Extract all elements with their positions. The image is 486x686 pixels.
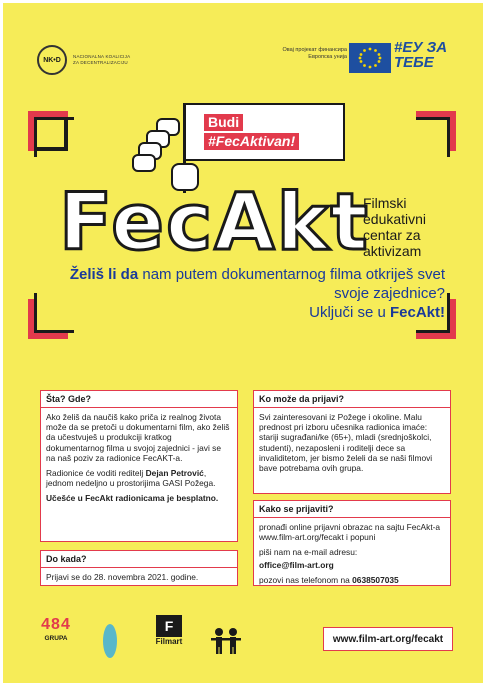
box-do-kada-title: Do kada? bbox=[41, 551, 237, 568]
flag-text-budi: Budi bbox=[204, 114, 243, 131]
pitch-lead: Želiš li da bbox=[69, 266, 139, 283]
grupa-label: GRUPA bbox=[44, 635, 68, 642]
pitch-rest: nam putem dokumentarnog filma otkriješ svet svoje zajednice? bbox=[138, 266, 445, 302]
box-sta-gde-body bbox=[41, 408, 237, 513]
box-kako-body bbox=[254, 518, 450, 594]
flag-banner bbox=[183, 103, 345, 161]
pitch-cta-brand: FecAkt! bbox=[389, 304, 445, 321]
flag-text-hashtag: #FecAktivan! bbox=[204, 133, 299, 150]
email-address[interactable]: office@film-art.org bbox=[259, 559, 334, 570]
nkd-name: NACIONALNA KOALICIJA ZA DECENTRALIZACIJU bbox=[73, 54, 131, 65]
box-sta-gde-p2 bbox=[46, 468, 232, 488]
nkd-logo: NK•D bbox=[37, 45, 67, 75]
filmart-mark-icon: F bbox=[156, 615, 182, 637]
director-name: Dejan Petrović bbox=[145, 468, 204, 479]
box-do-kada-body: Prijavi se do 28. novembra 2021. godine. bbox=[46, 572, 199, 582]
box-ko-moze-title: Ko može da prijavi? bbox=[254, 391, 450, 408]
children-icon bbox=[211, 615, 241, 667]
p2-c: , jednom nedeljno u prostorijima GASI Požega. bbox=[46, 468, 216, 489]
page-title: FecAkt bbox=[59, 178, 370, 268]
box-sta-gde-p3: Učešće u FecAkt radionicama je besplatno. bbox=[46, 493, 219, 504]
filmart-logo bbox=[149, 615, 189, 667]
zelena-logo bbox=[97, 615, 125, 667]
tagline: Filmski edukativni centar za aktivizam bbox=[363, 195, 427, 259]
grupa-484-logo bbox=[35, 615, 77, 667]
box-do-kada bbox=[40, 550, 238, 586]
pitch-cta: Uključi se u bbox=[309, 304, 390, 321]
eu-flag-icon bbox=[349, 43, 391, 73]
eu-hashtag: #ЕУ ЗА ТЕБЕ bbox=[394, 39, 448, 71]
corner-shadow-top-left bbox=[34, 117, 74, 157]
filmart-label: Filmart bbox=[155, 637, 183, 646]
box-sta-gde-title: Šta? Gde? bbox=[41, 391, 237, 408]
box-ko-moze-body: Svi zainteresovani iz Požege i okoline. Malu prednost pri izboru učesnika radionica imaće: stariji sugrađani/ke (65+), mladi (srednjoškolci, studenti), nezaposleni i roditelji dece sa invaliditetom, jer bismo želeli da se naši filmovi bave potrebama ovih grupa. bbox=[259, 412, 433, 474]
pitch-text bbox=[55, 265, 445, 322]
zelena-mark-icon bbox=[103, 624, 117, 658]
p2-a: Radionice će voditi reditelj bbox=[46, 468, 146, 479]
grupa-mark: 484 bbox=[41, 616, 71, 633]
kako-line1: pronađi online prijavni obrazac na sajtu FecAkt-a www.film-art.org/fecakt i popuni bbox=[259, 522, 441, 543]
kako-line3: pozovi nas telefonom na bbox=[259, 574, 353, 585]
box-sta-gde bbox=[40, 390, 238, 542]
box-ko-moze bbox=[253, 390, 451, 494]
nkd-logo-block bbox=[37, 45, 133, 75]
poster bbox=[3, 3, 483, 683]
phone-number[interactable]: 0638507035 bbox=[352, 574, 399, 585]
box-kako-title: Kako se prijaviti? bbox=[254, 501, 450, 518]
kako-line2: piši nam na e-mail adresu: bbox=[259, 547, 358, 558]
eu-funding-note: Овај пројекат финансира Европска унија bbox=[282, 47, 347, 60]
box-kako bbox=[253, 500, 451, 586]
box-sta-gde-p1: Ako želiš da naučiš kako priča iz realnog života može da se pretoči u dokumentarni film, ako želiš da učestvuješ u produkciji kratkog dokumentarnog filma u svojoj zajednici - javi se na naš poziv za radionice FecAKT-a. bbox=[46, 412, 230, 463]
corner-shadow-top-right bbox=[416, 117, 450, 157]
website-link[interactable]: www.film-art.org/fecakt bbox=[323, 627, 453, 651]
